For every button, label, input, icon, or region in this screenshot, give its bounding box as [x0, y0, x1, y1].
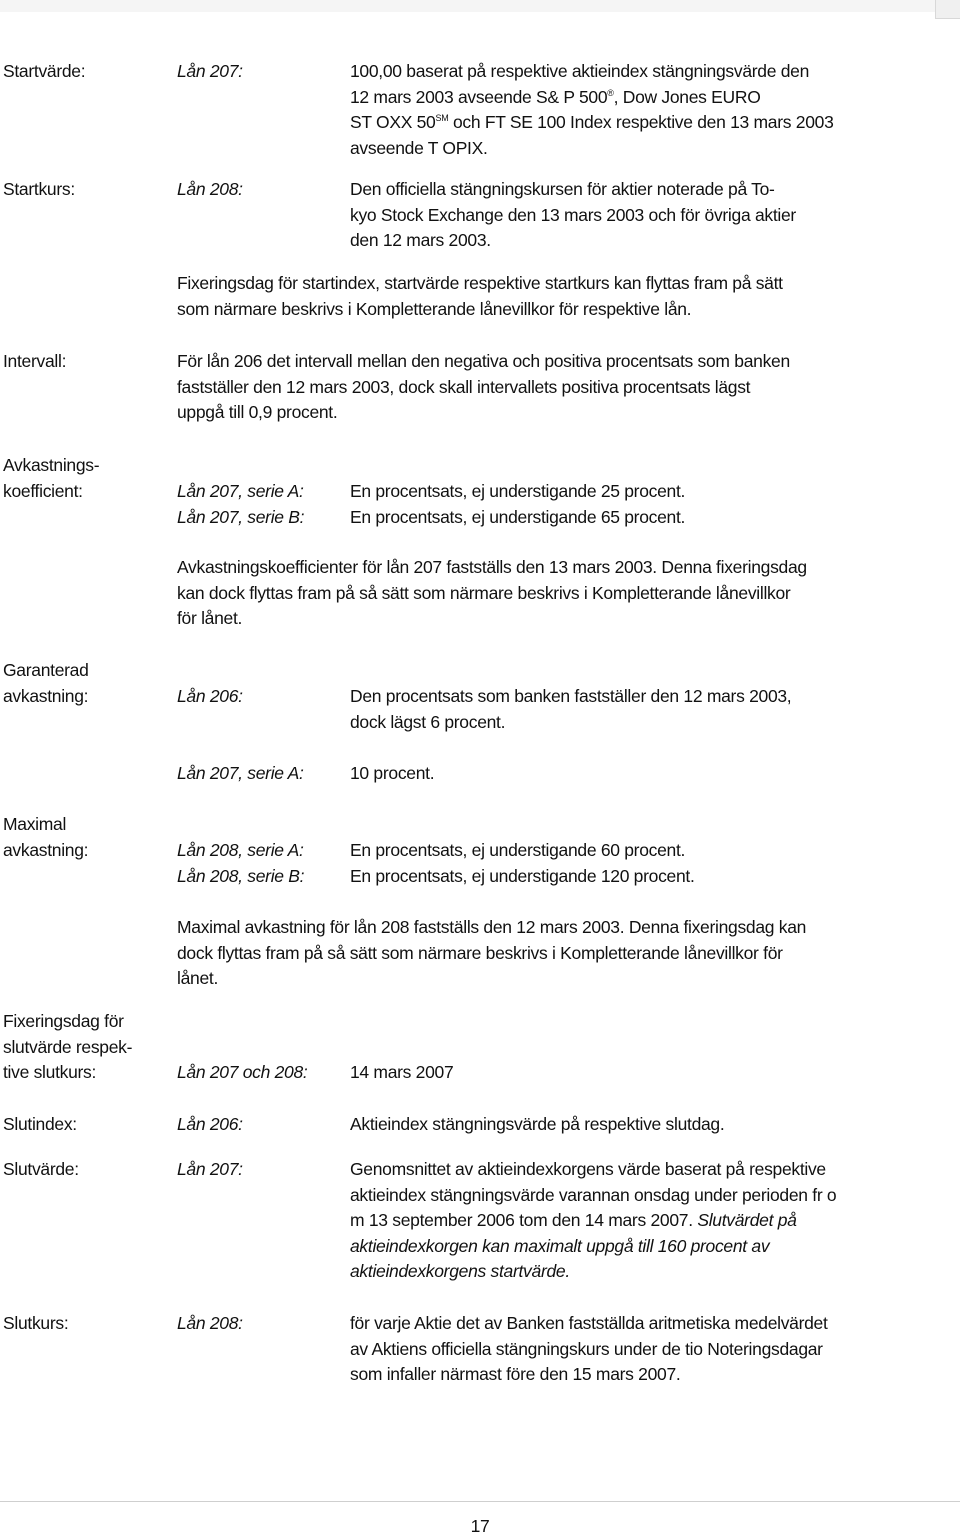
- intervall-text: [177, 349, 790, 426]
- slutvarde-line-1: Genomsnittet av aktieindexkorgens värde baserat på respektive: [350, 1159, 826, 1179]
- fixering-start-line-1: Fixeringsdag för startindex, startvärde respektive startkurs kan flyttas fram på sätt: [177, 273, 783, 293]
- slutvarde-line-3: [350, 1208, 836, 1234]
- avk-row-2-value: En procentsats, ej understigande 65 procent.: [350, 507, 686, 527]
- slutkurs-text: [350, 1311, 828, 1388]
- garanterad-206-line-1: Den procentsats som banken fastställer den 12 mars 2003,: [350, 686, 792, 706]
- intervall-line-3: uppgå till 0,9 procent.: [177, 402, 338, 422]
- startvarde-line-3a: ST OXX 50: [350, 112, 436, 132]
- garanterad-206-line-2: dock lägst 6 procent.: [350, 711, 506, 732]
- maximal-label: [3, 812, 88, 863]
- slutvarde-line-3a: m 13 september 2006 tom den 14 mars 2007.: [350, 1210, 698, 1230]
- avk-note: [177, 555, 807, 632]
- slutkurs-line-2: av Aktiens officiella stängningskurs under de tio Noteringsdagar: [350, 1338, 823, 1359]
- startvarde-text: [350, 59, 834, 161]
- slutkurs-line-1: för varje Aktie det av Banken fastställda aritmetiska medelvärdet: [350, 1313, 828, 1333]
- fixering-slut-label-line-2: slutvärde respek-: [3, 1036, 133, 1057]
- garanterad-label-line-2: avkastning:: [3, 685, 89, 706]
- page-number: 17: [470, 1516, 490, 1536]
- maximal-row-1-value: En procentsats, ej understigande 60 procent.: [350, 840, 686, 860]
- avk-label-line-1: Avkastnings-: [3, 455, 100, 475]
- garanterad-loan-206: Lån 206:: [177, 686, 243, 706]
- fixering-slut-label-line-1: Fixeringsdag för: [3, 1011, 124, 1031]
- maximal-note-line-2: dock flyttas fram på så sätt som närmare beskrivs i Kompletterande lånevillkor för: [177, 942, 783, 963]
- maximal-row-2-value: En procentsats, ej understigande 120 procent.: [350, 866, 695, 886]
- avk-row-1-loan: Lån 207, serie A:: [177, 481, 304, 501]
- garanterad-label-line-1: Garanterad: [3, 660, 89, 680]
- garanterad-207a-value: 10 procent.: [350, 763, 435, 783]
- slutindex-loan: Lån 206:: [177, 1114, 243, 1134]
- maximal-row-2-loan: Lån 208, serie B:: [177, 866, 305, 886]
- intervall-line-2: fastställer den 12 mars 2003, dock skall intervallets positiva procentsats lägst: [177, 376, 751, 397]
- slutvarde-line-4: aktieindexkorgen kan maximalt uppgå till 160 procent av: [350, 1235, 770, 1256]
- fixering-start-note: [177, 271, 783, 322]
- avk-row-1-value: En procentsats, ej understigande 25 procent.: [350, 481, 686, 501]
- avk-note-line-3: för lånet.: [177, 608, 243, 628]
- slutvarde-line-2: aktieindex stängningsvärde varannan onsdag under perioden fr o: [350, 1184, 837, 1205]
- maximal-row-1-loan: Lån 208, serie A:: [177, 840, 304, 860]
- startvarde-line-2: [350, 85, 834, 111]
- fixering-slut-label: [3, 1009, 132, 1086]
- maximal-label-line-1: Maximal: [3, 814, 67, 834]
- top-rule: [0, 0, 960, 12]
- slutvarde-line-5: aktieindexkorgens startvärde.: [350, 1261, 570, 1281]
- garanterad-loan-207a: Lån 207, serie A:: [177, 763, 304, 783]
- slutindex-value: Aktieindex stängningsvärde på respektive slutdag.: [350, 1114, 725, 1134]
- slutkurs-loan: Lån 208:: [177, 1313, 243, 1333]
- slutindex-label: Slutindex:: [3, 1114, 77, 1134]
- startvarde-line-2a: 12 mars 2003 avseende S& P 500: [350, 86, 608, 107]
- avkastningskoefficient-label: [3, 453, 99, 504]
- footer-rule: [0, 1501, 960, 1502]
- avk-note-line-1: Avkastningskoefficienter för lån 207 fastställs den 13 mars 2003. Denna fixeringsdag: [177, 557, 807, 577]
- corner-marker: [935, 0, 960, 19]
- maximal-note-line-1: Maximal avkastning för lån 208 fastställs den 12 mars 2003. Denna fixeringsdag kan: [177, 917, 807, 937]
- fixering-slut-label-line-3: tive slutkurs:: [3, 1062, 97, 1082]
- startvarde-line-3: [350, 110, 834, 136]
- startvarde-label: Startvärde:: [3, 61, 86, 81]
- slutkurs-label: Slutkurs:: [3, 1313, 69, 1333]
- fixering-start-line-2: som närmare beskrivs i Kompletterande lånevillkor för respektive lån.: [177, 298, 692, 319]
- maximal-note: [177, 915, 806, 992]
- avk-label-line-2: koefficient:: [3, 480, 83, 501]
- fixering-slut-loan: Lån 207 och 208:: [177, 1062, 308, 1082]
- registered-mark: ®: [607, 87, 614, 98]
- startvarde-line-1: 100,00 baserat på respektive aktieindex stängningsvärde den: [350, 61, 810, 81]
- slutvarde-text: [350, 1157, 836, 1285]
- garanterad-206-text: [350, 684, 791, 735]
- slutvarde-loan: Lån 207:: [177, 1159, 243, 1179]
- avk-note-line-2: kan dock flyttas fram på så sätt som närmare beskrivs i Kompletterande lånevillkor: [177, 582, 791, 603]
- startvarde-loan: Lån 207:: [177, 61, 243, 81]
- slutvarde-label: Slutvärde:: [3, 1159, 79, 1179]
- startvarde-line-2b: , Dow Jones EURO: [613, 86, 761, 107]
- startkurs-label: Startkurs:: [3, 179, 75, 199]
- maximal-label-line-2: avkastning:: [3, 839, 89, 860]
- startvarde-line-3b: och FT SE 100 Index respektive den 13 mars 2003: [448, 112, 834, 132]
- intervall-line-1: För lån 206 det intervall mellan den negativa och positiva procentsats som banken: [177, 351, 790, 371]
- garanterad-label: [3, 658, 89, 709]
- startkurs-line-1: Den officiella stängningskursen för aktier noterade på To-: [350, 179, 775, 199]
- fixering-slut-value: 14 mars 2007: [350, 1062, 454, 1082]
- slutvarde-line-3b: Slutvärdet på: [697, 1210, 797, 1230]
- startkurs-loan: Lån 208:: [177, 179, 243, 199]
- intervall-label: Intervall:: [3, 351, 67, 371]
- startkurs-line-2: kyo Stock Exchange den 13 mars 2003 och för övriga aktier: [350, 204, 796, 225]
- maximal-note-line-3: lånet.: [177, 968, 219, 988]
- avk-row-2-loan: Lån 207, serie B:: [177, 507, 305, 527]
- slutkurs-line-3: som infaller närmast före den 15 mars 2007.: [350, 1364, 681, 1384]
- startkurs-text: [350, 177, 796, 254]
- service-mark: SM: [435, 113, 449, 123]
- startvarde-line-4: avseende T OPIX.: [350, 137, 488, 158]
- startkurs-line-3: den 12 mars 2003.: [350, 230, 491, 250]
